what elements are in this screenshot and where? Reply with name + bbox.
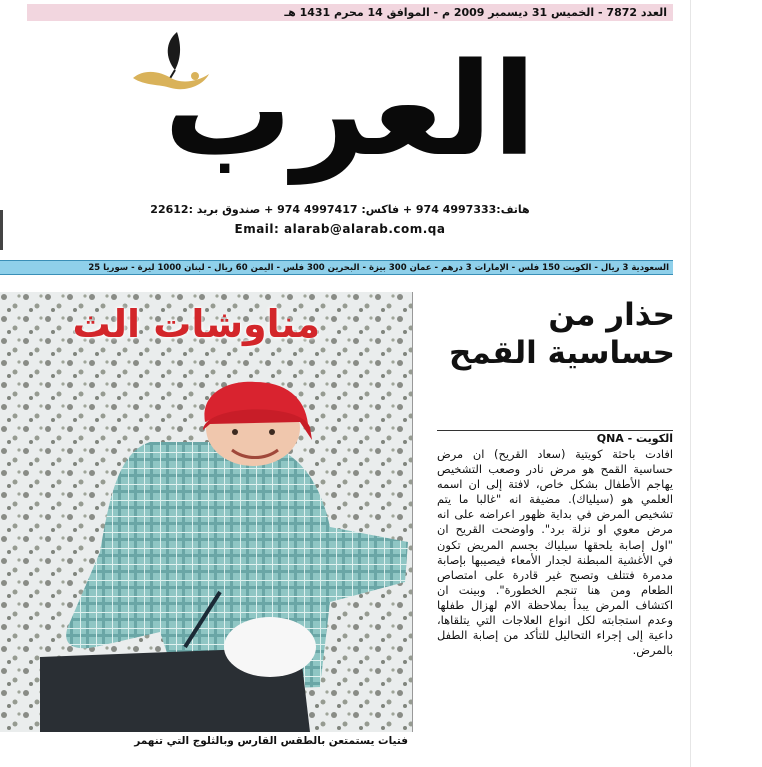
page-gutter-line	[690, 0, 691, 767]
contact-phones: هاتف:4997333 974 + فاكس: 4997417 974 + صندوق بريد :22612	[150, 203, 530, 216]
photo-headline: مناوشات الث	[72, 302, 320, 346]
snow-girl-photo	[0, 292, 412, 732]
masthead-title: العرب	[163, 36, 537, 185]
news-photo	[0, 292, 413, 732]
article-title: حذار من حساسية القمح	[449, 297, 675, 371]
masthead	[60, 28, 660, 188]
photo-caption: فتيات يستمتعن بالطقس القارس وبالثلوج التي تنهمر	[0, 732, 412, 758]
country-prices-bar: السعودية 3 ريال - الكويت 150 فلس - الإمارات 3 درهم - عمان 300 بيزة - البحرين 300 فلس - اليمن 60 ريال - لبنان 1000 ليرة - سوريا 25	[0, 260, 673, 275]
contact-email: Email: alarab@alarab.com.qa	[234, 222, 446, 236]
page-edge-mark	[0, 210, 3, 250]
article-body: افادت باحثة كويتية (سعاد القريح) ان مرض حساسية القمح هو مرض نادر وصعب التشخيص يهاجم الأطفال بشكل خاص، لافتة إلى ان اسمه العلمي هو (سيلياك). مضيفة انه "غالبا ما يتم تشخيص المرض في بداية ظهور اعراضه على انه مرض معوي او نزلة برد". واوضحت القريح ان "اول إصابة يلحقها سيلياك بجسم المريض تكون في الأغشية المبطنة لجدار الأمعاء فيصيبها بإصابة مدمرة فتتلف وتصبح غير قادرة على امتصاص الطعام ومن هنا تنجم الخطورة". وبينت ان اكتشاف المرض يبدأ بملاحظة الام لهزال طفلها وعدم استجابته لكل انواع العلاجات التي يتلقاها، داعية إلى إجراء التحاليل للتأكد من إصابة الطفل بالمرض.	[437, 447, 673, 658]
issue-date-bar: العدد 7872 - الخميس 31 ديسمبر 2009 م - الموافق 14 محرم 1431 هـ	[27, 4, 673, 21]
article-dateline: الكويت - QNA	[596, 432, 673, 445]
article-divider	[437, 430, 673, 431]
